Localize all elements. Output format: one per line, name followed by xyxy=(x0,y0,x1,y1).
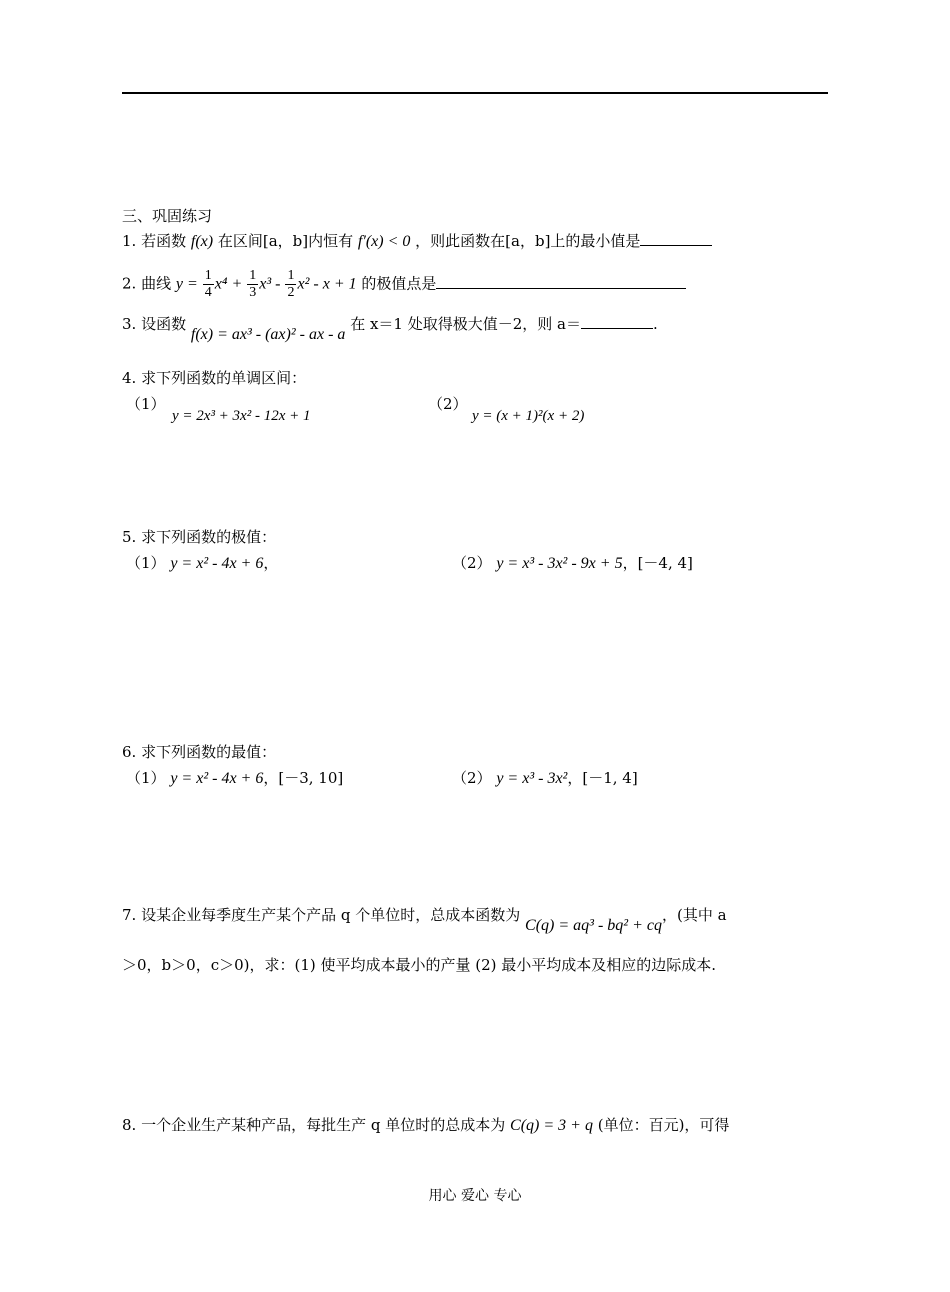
question-6-title: 6. 求下列函数的最值： xyxy=(122,743,277,761)
section-title: 三、巩固练习 xyxy=(122,207,213,225)
q7-text-pre: 7. 设某企业每季度生产某个产品 q 个单位时，总成本函数为 xyxy=(122,906,521,924)
q2-expr-c: x³ - xyxy=(259,275,285,293)
q5-part-1-tail: ， xyxy=(263,554,279,572)
q1-function: f(x) xyxy=(190,233,214,250)
page-footer: 用心 爱心 专心 xyxy=(428,1188,522,1204)
q5-part-1-label: （1） xyxy=(126,554,166,572)
q2-fraction-2: $\frac{1}{3}$ xyxy=(249,268,257,300)
q5-part-1-expr: y = x² - 4x + 6 xyxy=(170,555,264,572)
q3-text-post: 在 x＝1 处取得极大值－2，则 a＝ xyxy=(350,315,581,333)
q5-part-1 xyxy=(126,553,278,574)
q4-part-2-label: （2） xyxy=(428,395,468,413)
q7-cost-function: C(q) = aq³ - bq² + cq xyxy=(525,917,662,934)
q2-expr-a: y = xyxy=(175,275,202,293)
q3-answer-blank xyxy=(581,314,653,329)
q4-part-1-label: （1） xyxy=(126,395,166,413)
q3-text-pre: 3. 设函数 xyxy=(122,315,187,333)
q5-part-2-label: （2） xyxy=(452,554,492,572)
question-7-line-2: ＞0，b＞0，c＞0)，求：(1) 使平均成本最小的产量 (2) 最小平均成本及相应的边际成本. xyxy=(122,956,717,974)
q6-part-2-tail: ，[－1, 4] xyxy=(567,769,638,787)
question-8 xyxy=(122,1115,729,1136)
q2-fraction-1: $\frac{1}{4}$ xyxy=(204,268,212,300)
q7-text-post: ，(其中 a xyxy=(661,906,727,924)
question-7-line-1 xyxy=(122,905,727,934)
q6-part-2 xyxy=(452,768,638,789)
q6-part-1 xyxy=(126,768,343,789)
q1-answer-blank xyxy=(640,231,712,246)
q1-text-pre: 1. 若函数 xyxy=(122,232,187,250)
q6-part-2-label: （2） xyxy=(452,769,492,787)
q2-expr-b: x⁴ + xyxy=(214,275,247,293)
question-2 xyxy=(122,268,686,301)
q2-fraction-3: $\frac{1}{2}$ xyxy=(287,268,295,300)
q5-part-2 xyxy=(452,553,693,574)
q1-text-post: ，则此函数在[a，b]上的最小值是 xyxy=(415,232,641,250)
q2-expr-d: x² - x + 1 xyxy=(297,275,357,293)
q8-cost-function: C(q) = 3 + q xyxy=(510,1117,593,1134)
q5-part-2-expr: y = x³ - 3x² - 9x + 5 xyxy=(496,555,623,572)
question-1 xyxy=(122,231,712,252)
q4-part-2-expr: y = (x + 1)²(x + 2) xyxy=(472,408,585,424)
q2-answer-blank xyxy=(436,274,686,289)
q8-text-pre: 8. 一个企业生产某种产品，每批生产 q 单位时的总成本为 xyxy=(122,1116,506,1134)
q8-text-post: (单位：百元)，可得 xyxy=(597,1116,730,1134)
q1-text-mid: 在区间[a，b]内恒有 xyxy=(217,232,354,250)
q6-part-2-expr: y = x³ - 3x² xyxy=(496,770,568,787)
question-4-title: 4. 求下列函数的单调区间： xyxy=(122,369,307,387)
q5-part-2-tail: ，[－4, 4] xyxy=(622,554,693,572)
header-rule xyxy=(122,92,828,94)
q2-text-pre: 2. 曲线 xyxy=(122,274,172,293)
q3-text-end: . xyxy=(653,315,658,333)
q6-part-1-expr: y = x² - 4x + 6 xyxy=(170,770,264,787)
q6-part-1-label: （1） xyxy=(126,769,166,787)
q2-text-post: 的极值点是 xyxy=(361,274,437,293)
question-5-title: 5. 求下列函数的极值： xyxy=(122,528,277,546)
question-3 xyxy=(122,314,658,343)
q6-part-1-tail: ，[－3, 10] xyxy=(263,769,344,787)
q3-function: f(x) = ax³ - (ax)² - ax - a xyxy=(190,326,346,343)
q4-part-1-expr: y = 2x³ + 3x² - 12x + 1 xyxy=(172,408,311,424)
q1-condition: f′(x) < 0 xyxy=(357,233,411,250)
